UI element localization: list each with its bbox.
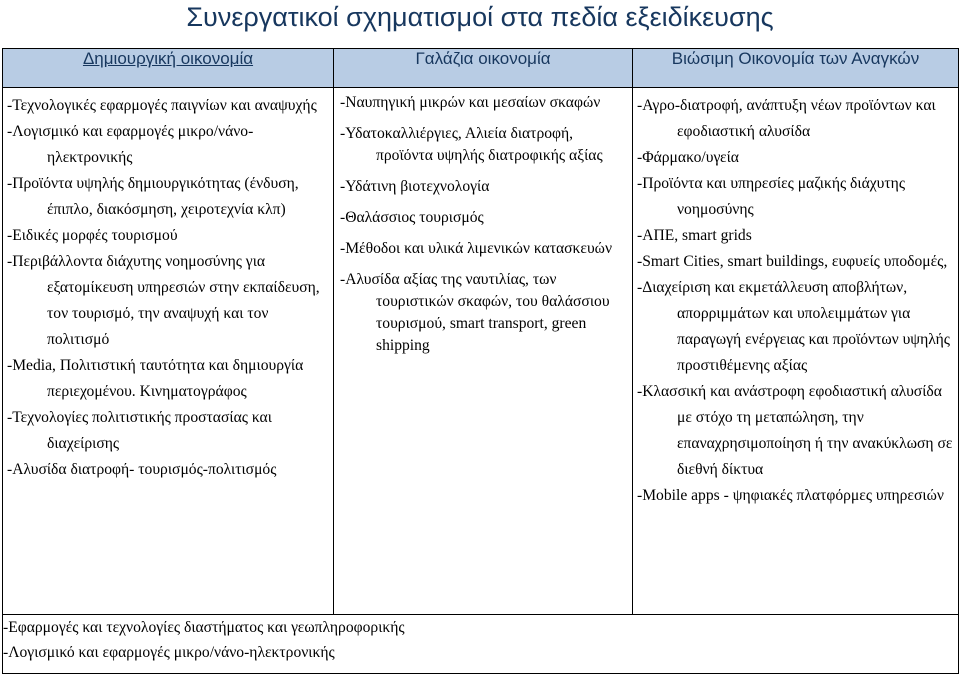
list-item: -Θαλάσσιος τουρισμός (340, 209, 484, 226)
list-item: -Τεχνολογικές εφαρμογές παιγνίων και αναψυχής (7, 97, 317, 114)
list-item: -Υδατοκαλλιέργιες, Αλιεία διατροφή, προϊόντα υψηλής διατροφικής αξίας (340, 125, 603, 164)
footer-row (3, 615, 959, 674)
list-item: -Αγρο-διατροφή, ανάπτυξη νέων προϊόντων και εφοδιαστική αλυσίδα (637, 97, 936, 140)
footer-item: -Λογισμικό και εφαρμογές μικρο/νάνο-ηλεκτρονικής (3, 644, 335, 661)
creative-economy-cell (3, 88, 334, 615)
cross-cutting-cell (3, 615, 959, 674)
list-item: -Διαχείριση και εκμετάλλευση αποβλήτων, απορριμμάτων και υπολειμμάτων για παραγωγή ενέργειας και προϊόντων υψηλής προστιθέμενης αξίας (637, 279, 950, 374)
blue-economy-cell (334, 88, 633, 615)
header-row (3, 49, 959, 88)
list-item: -Ειδικές μορφές τουρισμού (7, 227, 178, 244)
content-row (3, 88, 959, 615)
list-item: -Αλυσίδα διατροφή- τουρισμός-πολιτισμός (7, 461, 277, 478)
list-item: -Μέθοδοι και υλικά λιμενικών κατασκευών (340, 240, 612, 257)
list-item: -Υδάτινη βιοτεχνολογία (340, 178, 490, 195)
list-item: -Αλυσίδα αξίας της ναυτιλίας, των τουριστικών σκαφών, του θαλάσσιου τουρισμού, smart transport, green shipping (340, 271, 610, 354)
list-item: -Λογισμικό και εφαρμογές μικρο/νάνο-ηλεκτρονικής (7, 123, 254, 166)
header-creative-economy: Δημιουργική οικονομία (3, 49, 334, 88)
list-item: -Προϊόντα και υπηρεσίες μαζικής διάχυτης νοημοσύνης (637, 175, 905, 218)
list-item: -Φάρμακο/υγεία (637, 149, 739, 166)
list-item: -Τεχνολογίες πολιτιστικής προστασίας και διαχείρισης (7, 409, 272, 452)
list-item: -Media, Πολιτιστική ταυτότητα και δημιουργία περιεχομένου. Κινηματογράφος (7, 357, 304, 400)
page-title: Συνεργατικοί σχηματισμοί στα πεδία εξειδίκευσης (186, 2, 774, 32)
list-item: -Προϊόντα υψηλής δημιουργικότητας (ένδυση, έπιπλο, διακόσμηση, χειροτεχνία κλπ) (7, 175, 299, 218)
list-item: -Περιβάλλοντα διάχυτης νοημοσύνης για εξατομίκευση υπηρεσιών στην εκπαίδευση, τον τουρισμό, την αναψυχή και τον πολιτισμό (7, 253, 320, 348)
header-blue-economy: Γαλάζια οικονομία (334, 49, 633, 88)
footer-item: -Εφαρμογές και τεχνολογίες διαστήματος και γεωπληροφορικής (3, 619, 405, 636)
list-item: -Mobile apps - ψηφιακές πλατφόρμες υπηρεσιών (637, 487, 944, 504)
list-item: -ΑΠΕ, smart grids (637, 227, 752, 244)
header-sustainable-economy: Βιώσιμη Οικονομία των Αναγκών (633, 49, 959, 88)
sustainable-economy-cell (633, 88, 959, 615)
specialization-table (2, 48, 959, 674)
list-item: -Ναυπηγική μικρών και μεσαίων σκαφών (340, 94, 601, 111)
list-item: -Κλασσική και ανάστροφη εφοδιαστική αλυσίδα με στόχο τη μεταπώληση, την επαναχρησιμοποίηση ή την ανακύκλωση σε διεθνή δίκτυα (637, 383, 953, 478)
list-item: -Smart Cities, smart buildings, ευφυείς υποδομές, (637, 253, 948, 270)
